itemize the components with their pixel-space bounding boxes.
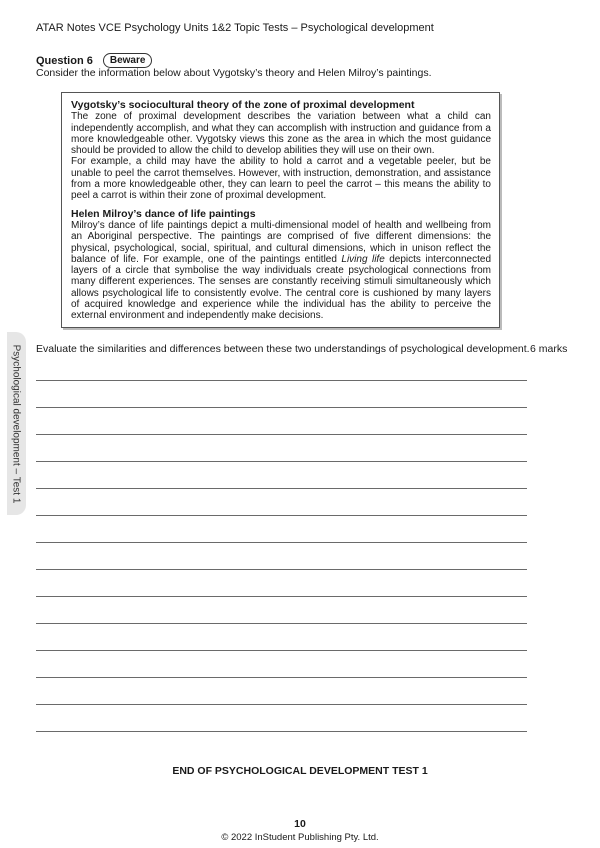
answer-line[interactable] bbox=[36, 461, 527, 462]
milroy-text-part-1: Milroy’s dance of life paintings depict a multi-dimensional model of health and wellbeing from an Aboriginal perspective. The paintings are comprised of five different dimensions: the physical, psychological, social, spiritual, and cultural dimensions, which in unison reflect the balance of life. For example, one of the paintings entitled bbox=[71, 219, 491, 265]
answer-line[interactable] bbox=[36, 677, 527, 678]
answer-line[interactable] bbox=[36, 650, 527, 651]
answer-line[interactable] bbox=[36, 407, 527, 408]
question-label: Question 6 bbox=[36, 54, 93, 67]
vygotsky-paragraph-1: The zone of proximal development describes the variation between what a child can independently accomplish, and what they can accomplish with instruction and guidance from a more knowledgeable other. Vygotsky views this zone as the area in which the most guidance should be provided to allow the child to develop abilities they will use on their own. bbox=[71, 111, 491, 157]
question-prompt: Evaluate the similarities and differences between these two understandings of psychological development. bbox=[36, 343, 530, 355]
vygotsky-paragraph-2: For example, a child may have the ability to hold a carrot and a vegetable peeler, but be unable to peel the carrot themselves. However, with instruction, demonstration, and assistance from a more knowledgeable other, they can learn to peel the carrot – this means the ability to peel a carrot is within their zone of proximal development. bbox=[71, 156, 491, 202]
milroy-text-part-2: depicts interconnected layers of a circle that symbolise the way individuals create psychological connections from many different experiences. The senses are constantly receiving stimuli simultaneously which allows psychological life to consistently evolve. The central core is cushioned by many layers of acquired knowledge and experience while the individual has the ability to perceive the external environment and independently make decisions. bbox=[71, 253, 492, 322]
answer-line[interactable] bbox=[36, 704, 527, 705]
answer-line[interactable] bbox=[36, 623, 527, 624]
marks-label: 6 marks bbox=[530, 343, 568, 355]
answer-line[interactable] bbox=[36, 515, 527, 516]
vygotsky-heading: Vygotsky’s sociocultural theory of the zone of proximal development bbox=[71, 99, 415, 111]
information-box bbox=[61, 92, 500, 328]
side-tab-label: Psychological development – Test 1 bbox=[10, 344, 22, 504]
milroy-heading: Helen Milroy’s dance of life paintings bbox=[71, 207, 256, 220]
copyright-notice: © 2022 InStudent Publishing Pty. Ltd. bbox=[221, 832, 379, 843]
answer-line[interactable] bbox=[36, 542, 527, 543]
answer-line[interactable] bbox=[36, 434, 527, 435]
difficulty-badge: Beware bbox=[103, 53, 153, 68]
answer-line[interactable] bbox=[36, 596, 527, 597]
question-intro: Consider the information below about Vygotsky’s theory and Helen Milroy’s paintings. bbox=[36, 67, 432, 79]
end-of-test-text: END OF PSYCHOLOGICAL DEVELOPMENT TEST 1 bbox=[172, 765, 428, 777]
page-header: ATAR Notes VCE Psychology Units 1&2 Topic Tests – Psychological development bbox=[36, 22, 434, 34]
answer-line[interactable] bbox=[36, 488, 527, 489]
answer-line[interactable] bbox=[36, 731, 527, 732]
painting-title: Living life bbox=[341, 253, 385, 265]
answer-line[interactable] bbox=[36, 569, 527, 570]
page-number: 10 bbox=[294, 818, 306, 830]
question-heading-row bbox=[36, 53, 152, 68]
answer-line[interactable] bbox=[36, 380, 527, 381]
milroy-paragraph bbox=[71, 220, 491, 322]
